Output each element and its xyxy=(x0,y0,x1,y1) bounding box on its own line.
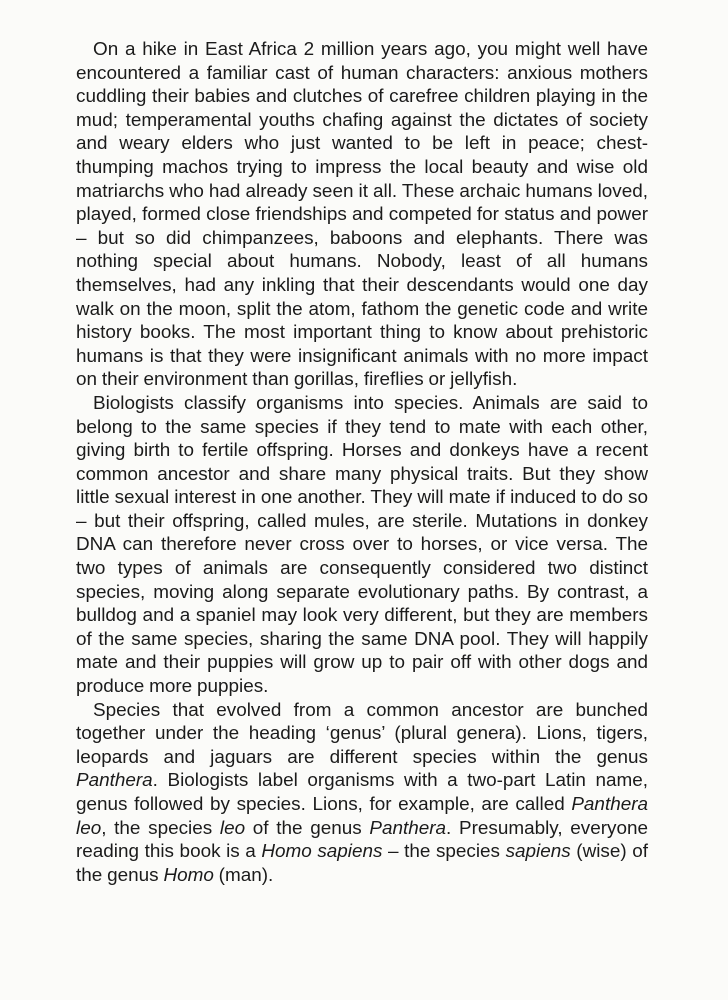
italic-term: Homo xyxy=(163,864,214,886)
text-run: Species that evolved from a common ancestor are bunched together under the heading ‘genus’ (plural genera). Lions, tigers, leopards and jaguars are different species within the genus xyxy=(76,699,648,768)
paragraph-species xyxy=(76,392,648,699)
text-run: , the species xyxy=(101,817,220,839)
text-run: Biologists classify organisms into species. Animals are said to belong to the same species if they tend to mate with each other, giving birth to fertile offspring. Horses and donkeys have a recent common ancestor and share many physical traits. But they show little sexual interest in one another. They will mate if induced to do so – but their offspring, called mules, are sterile. Mutations in donkey DNA can therefore never cross over to horses, or vice versa. The two types of animals are consequently considered two distinct species, moving along separate evolutionary paths. By contrast, a bulldog and a spaniel may look very different, but they are members of the same species, sharing the same DNA pool. They will happily mate and their puppies will grow up to pair off with other dogs and produce more puppies. xyxy=(76,392,648,698)
text-run: (wise) of the genus xyxy=(76,841,648,886)
text-run: . Biologists label organisms with a two-part Latin name, genus followed by species. Lions, for example, are called xyxy=(76,770,648,815)
paragraph-genus xyxy=(76,699,648,888)
italic-term: Panthera xyxy=(369,817,447,839)
italic-term: leo xyxy=(219,817,246,839)
italic-term: sapiens xyxy=(505,841,571,863)
text-run: . Presumably, everyone reading this book is a xyxy=(76,817,648,863)
italic-term: Panthera xyxy=(76,770,153,792)
italic-term: Panthera leo xyxy=(76,794,648,839)
paragraph-prehistoric-humans xyxy=(76,38,648,392)
text-run: of the genus xyxy=(245,817,370,839)
italic-term: Homo sapiens xyxy=(261,841,383,863)
book-page xyxy=(76,38,648,887)
text-run: – the species xyxy=(382,841,506,863)
text-run: On a hike in East Africa 2 million years ago, you might well have encountered a familiar cast of human characters: anxious mothers cuddling their babies and clutches of carefree children playing in the mud; temperamental youths chafing against the dictates of society and weary elders who just wanted to be left in peace; chest-thumping machos trying to impress the local beauty and wise old matriarchs who had already seen it all. These archaic humans loved, played, formed close friendships and competed for status and power – but so did chimpanzees, baboons and elephants. There was nothing special about humans. Nobody, least of all humans themselves, had any inkling that their descendants would one day walk on the moon, split the atom, fathom the genetic code and write history books. The most important thing to know about prehistoric humans is that they were insignificant animals with no more impact on their environment than gorillas, fireflies or jellyfish. xyxy=(76,39,648,391)
text-run: (man). xyxy=(213,864,274,886)
